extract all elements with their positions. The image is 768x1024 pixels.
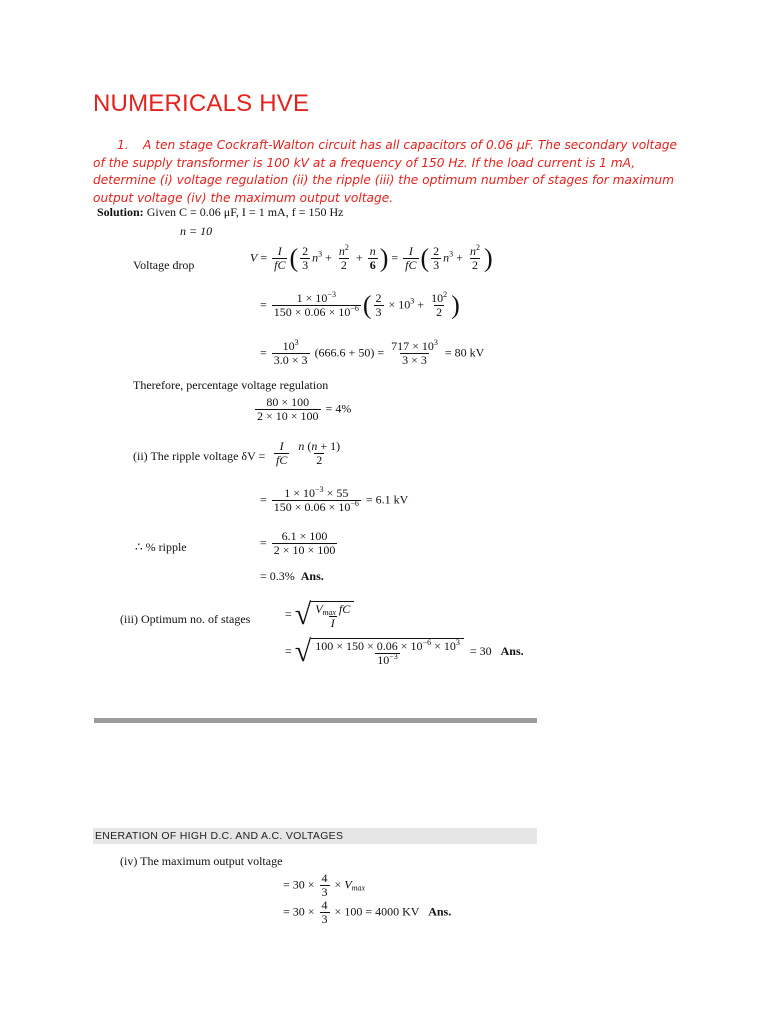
problem-text-line1: A ten stage Cockraft-Walton circuit has all capacitors of 0.06 μF. The secondary voltage	[143, 138, 678, 152]
solution-heading	[97, 205, 343, 219]
given-values: Given C = 0.06 μF, I = 1 mA, f = 150 Hz	[146, 205, 344, 219]
ripple-result	[260, 569, 324, 583]
optimum-step2: = √ $\frac{100 \times 150 \times 0.06 \times 10^{-6} \times 10^3}{10^{-3}}$ = 30 Ans.	[285, 635, 524, 668]
problem-text-rest: of the supply transformer is 100 kV at a frequency of 150 Hz. If the load current is 1 mA, determine (i) voltage regulation (ii) the ripple (iii) the optimum number of stages for maximum output voltage (iv) the maximum output voltage.	[93, 155, 675, 205]
ans-label: Ans.	[300, 569, 324, 583]
part-iv-step1: = 30 × $\frac{4}{3}$ × $V_{max}$	[283, 871, 365, 899]
problem-statement	[93, 137, 683, 207]
ripple-step2: = $\frac{1 \times 10^{-3} \times 55}{150 \times 0.06 \times 10^{-6}}$ = 6.1 kV	[260, 485, 409, 514]
problem-number: 1.	[117, 138, 129, 152]
page-title: NUMERICALS HVE	[93, 90, 310, 117]
optimum-label: (iii) Optimum no. of stages	[120, 612, 251, 626]
ripple-label: (ii) The ripple voltage δV =	[133, 449, 266, 463]
therefore-line: Therefore, percentage voltage regulation	[133, 378, 329, 392]
percent-ripple-formula: = $\frac{6.1 \times 100}{2 \times 10 \times 100}$	[260, 529, 336, 557]
regulation-formula: $\frac{80 \times 100}{2 \times 10 \times 100}$ = 4%	[257, 395, 352, 423]
voltage-drop-step3: = $\frac{10^3}{3.0 \times 3}$ (666.6 + 50) = $\frac{717 \times 10^3}{3 \times 3}$ = 80 kV	[260, 338, 485, 367]
voltage-drop-step2: = $\frac{1 \times 10^{-3}}{150 \times 0.06 \times 10^{-6}}$ ( $\frac{2}{3}$ × $10^3$ + $\frac{10^2}{2}$ )	[260, 290, 460, 320]
ripple-formula: $\frac{I}{fC}$ $\frac{n (n + 1)}{2}$	[276, 439, 341, 467]
voltage-drop-formula: V = $\frac{I}{fC}$ ( $\frac{2}{3}$ $n^3$ + $\frac{n^2}{2}$ + $\frac{n}{6}$ ) = $\frac{I}{fC}$ ( $\frac{2}{3}$ $n^3$ + $\frac{n^2}{2}$ )	[250, 243, 493, 273]
page-header: ENERATION OF HIGH D.C. AND A.C. VOLTAGES	[93, 828, 537, 844]
divider-bar	[94, 718, 537, 723]
part-iv-label: (iv) The maximum output voltage	[120, 854, 283, 868]
n-value: n = 10	[180, 224, 213, 238]
solution-label: Solution:	[97, 205, 144, 219]
ripple-result-value: = 0.3%	[260, 569, 295, 583]
percent-ripple-label: ∴ % ripple	[135, 540, 187, 554]
optimum-formula: = √ $\frac{V_{max} fC}{I}$	[285, 600, 354, 630]
part-iv-step2: = 30 × $\frac{4}{3}$ × 100 = 4000 KV Ans.	[283, 898, 452, 926]
part-iv-result: = 4000 KV	[365, 904, 420, 919]
voltage-drop-label: Voltage drop	[133, 258, 195, 272]
